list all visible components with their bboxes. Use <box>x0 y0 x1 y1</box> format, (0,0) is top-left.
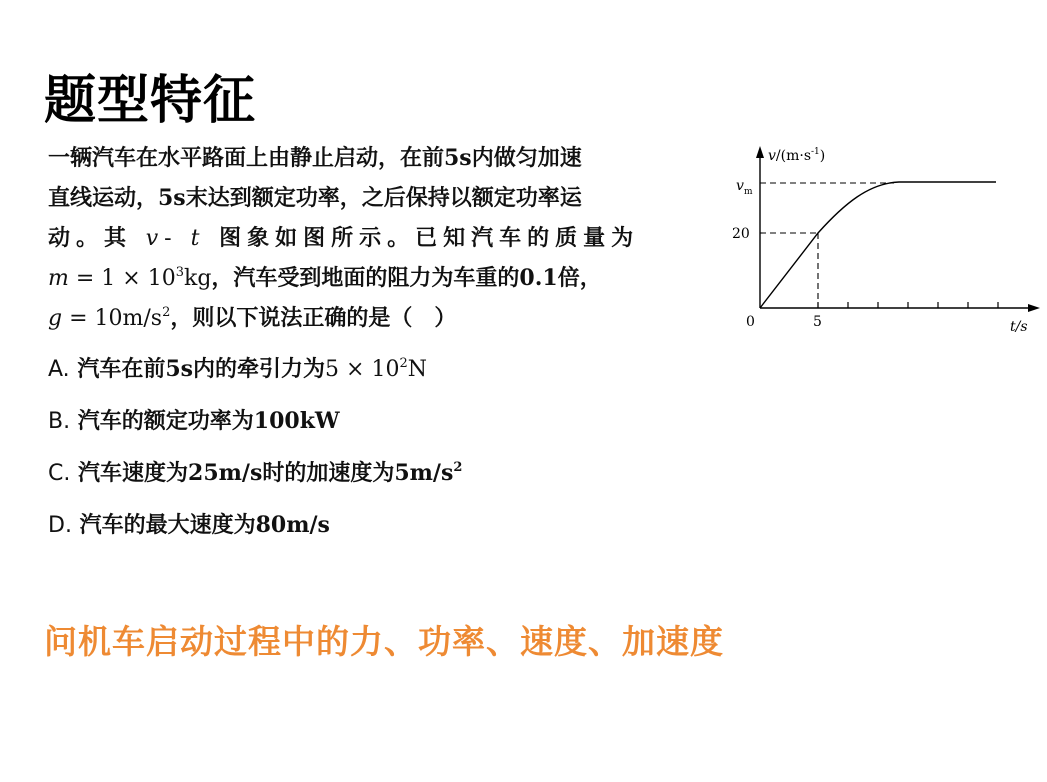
x-tick-label: 5 <box>813 314 822 330</box>
answer-options <box>48 348 462 556</box>
gravity-expression: $g = 10m/s^2$ <box>48 305 171 331</box>
problem-line-4: $m = 1 \times 10^3kg$，汽车受到地面的阻力为车重的0.1倍， <box>48 265 602 291</box>
x-ticks <box>818 302 998 308</box>
x-axis-label: t/s <box>1010 319 1028 335</box>
option-b[interactable]: B. 汽车的额定功率为100kW <box>48 408 340 434</box>
y-tick-label: 20 <box>732 226 750 242</box>
y-axis-arrow <box>756 146 764 158</box>
problem-line-1: 一辆汽车在水平路面上由静止启动，在前5s内做匀加速 <box>48 145 582 171</box>
var-t: t <box>190 226 206 251</box>
problem-line-2: 直线运动，5s末达到额定功率，之后保持以额定功率运 <box>48 185 582 211</box>
option-c[interactable]: C. 汽车速度为25m/s时的加速度为$5m/s^2$ <box>48 460 463 486</box>
problem-line-3: 动。其 v- t 图象如图所示。已知汽车的质量为 <box>48 225 640 251</box>
vm-label: v <box>736 178 744 194</box>
vm-sub: m <box>744 187 753 197</box>
problem-line-5: $g = 10m/s^2$，则以下说法正确的是（ ） <box>48 305 457 331</box>
option-a[interactable]: A. 汽车在前5s内的牵引力为$5 \times 10^2N$ <box>48 356 427 382</box>
velocity-time-graph <box>724 138 1044 343</box>
x-axis-arrow <box>1028 304 1040 312</box>
y-axis-label-exponent: -1 <box>811 147 820 157</box>
origin-label: 0 <box>746 314 755 330</box>
discussion-question: 问机车启动过程中的力、功率、速度、加速度 <box>44 622 724 661</box>
dashed-guides <box>760 183 894 308</box>
mass-expression: $m = 1 \times 10^3kg$ <box>48 265 212 291</box>
velocity-curve <box>760 182 996 308</box>
problem-statement <box>48 138 713 338</box>
option-d[interactable]: D. 汽车的最大速度为80m/s <box>48 512 330 538</box>
y-axis-label: $v/(m\cdot s^{-1})$ <box>768 147 826 164</box>
var-v: v <box>145 226 165 251</box>
page-title: 题型特征 <box>44 71 257 131</box>
